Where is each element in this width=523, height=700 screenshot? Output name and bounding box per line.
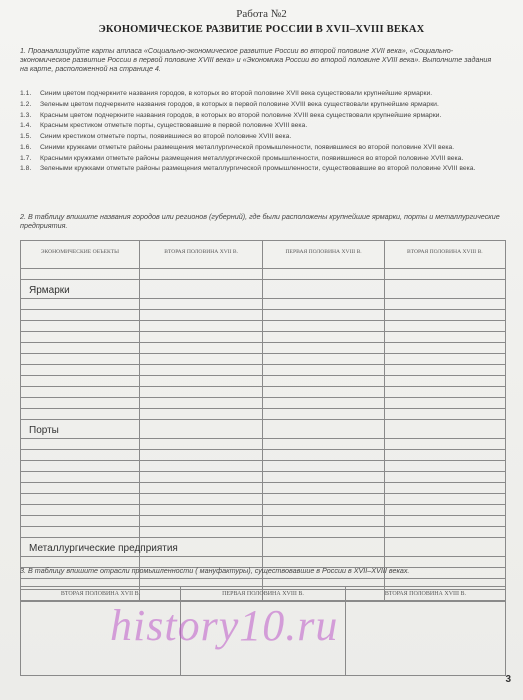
subtask: 1.2. Зеленым цветом подчеркните названия городов, в которых в первой половине XVIII века существовали крупнейшие ярмарки.	[20, 100, 439, 108]
table-row	[21, 538, 506, 557]
answer-cell[interactable]	[384, 280, 505, 299]
answer-cell[interactable]	[139, 461, 263, 472]
answer-cell[interactable]	[139, 387, 263, 398]
answer-cell[interactable]	[384, 299, 505, 310]
section-label: Порты	[29, 425, 59, 436]
answer-cell[interactable]	[384, 420, 505, 439]
column-header: ВТОРАЯ ПОЛОВИНА XVIII В.	[345, 587, 505, 602]
answer-cell[interactable]	[139, 420, 263, 439]
answer-cell[interactable]	[139, 494, 263, 505]
objects-table	[20, 240, 506, 601]
subtask: 1.3. Красным цветом подчеркните названия городов, в которых во второй половине XVIII века существовали крупнейшие ярмарки.	[20, 111, 442, 119]
answer-cell[interactable]	[21, 269, 140, 280]
answer-cell[interactable]	[263, 483, 384, 494]
subtask: 1.1. Синим цветом подчеркните названия городов, в которых во второй половине XVII века существовали крупнейшие ярмарки.	[20, 90, 433, 97]
answer-cell[interactable]	[21, 365, 140, 376]
section-label-cell[interactable]	[21, 420, 140, 439]
column-header: ВТОРАЯ ПОЛОВИНА XVII В.	[139, 241, 263, 269]
answer-cell[interactable]	[384, 516, 505, 527]
table-row	[21, 310, 506, 321]
answer-cell[interactable]	[263, 409, 384, 420]
answer-cell[interactable]	[263, 538, 384, 557]
answer-cell[interactable]	[263, 321, 384, 332]
table-row	[21, 516, 506, 527]
answer-cell[interactable]	[21, 461, 140, 472]
subtask: 1.4. Красным крестиком отметьте порты, существовавшие в первой половине XVIII века.	[20, 122, 308, 130]
answer-cell[interactable]	[21, 354, 140, 365]
answer-cell[interactable]	[139, 505, 263, 516]
answer-cell[interactable]	[21, 343, 140, 354]
answer-cell[interactable]	[139, 376, 263, 387]
answer-cell[interactable]	[139, 450, 263, 461]
answer-cell[interactable]	[263, 439, 384, 450]
table-row	[21, 343, 506, 354]
answer-cell[interactable]	[21, 494, 140, 505]
table-row	[21, 299, 506, 310]
answer-cell[interactable]	[263, 269, 384, 280]
table-row	[21, 409, 506, 420]
column-header: ЭКОНОМИЧЕСКИЕ ОБЪЕКТЫ	[21, 241, 140, 269]
answer-cell[interactable]	[263, 365, 384, 376]
answer-cell[interactable]	[263, 494, 384, 505]
answer-cell[interactable]	[263, 398, 384, 409]
table-row	[21, 472, 506, 483]
answer-cell[interactable]	[263, 280, 384, 299]
column-header: ВТОРАЯ ПОЛОВИНА XVII В.	[21, 587, 181, 602]
answer-cell[interactable]	[263, 299, 384, 310]
answer-cell[interactable]	[263, 461, 384, 472]
answer-cell[interactable]	[384, 387, 505, 398]
answer-cell[interactable]	[384, 343, 505, 354]
answer-cell[interactable]	[263, 516, 384, 527]
table-row	[21, 505, 506, 516]
table-row	[21, 439, 506, 450]
section-label-cell[interactable]	[21, 538, 178, 557]
answer-cell[interactable]	[139, 516, 263, 527]
table-row	[21, 387, 506, 398]
answer-cell[interactable]	[139, 332, 263, 343]
task-3-text: 3. В таблицу впишите отрасли промышленности ( мануфактуры), существовавшие в России в XVII–XVIII веках.	[20, 566, 410, 575]
answer-cell[interactable]	[263, 450, 384, 461]
answer-cell[interactable]	[21, 450, 140, 461]
answer-cell[interactable]	[139, 483, 263, 494]
answer-cell[interactable]	[21, 387, 140, 398]
work-number: Работа №2	[236, 8, 287, 20]
answer-cell[interactable]	[384, 354, 505, 365]
answer-cell[interactable]	[139, 280, 263, 299]
answer-cell[interactable]	[384, 439, 505, 450]
answer-cell[interactable]	[139, 310, 263, 321]
answer-cell[interactable]	[139, 354, 263, 365]
table-row	[21, 332, 506, 343]
subtask: 1.7. Красными кружками отметьте районы размещения металлургической промышленности, появившиеся во второй половине XVIII века.	[20, 154, 464, 162]
answer-cell[interactable]	[384, 505, 505, 516]
watermark: history10.ru	[110, 601, 339, 650]
answer-cell[interactable]	[139, 398, 263, 409]
section-label-cell[interactable]	[21, 280, 140, 299]
answer-cell[interactable]	[263, 343, 384, 354]
answer-cell[interactable]	[384, 269, 505, 280]
table-row	[21, 280, 506, 299]
answer-cell[interactable]	[139, 269, 263, 280]
answer-cell[interactable]	[384, 376, 505, 387]
answer-cell[interactable]	[139, 321, 263, 332]
column-header: ПЕРВАЯ ПОЛОВИНА XVIII В.	[263, 241, 384, 269]
answer-cell[interactable]	[139, 299, 263, 310]
table-row	[21, 450, 506, 461]
answer-cell[interactable]	[263, 505, 384, 516]
answer-cell[interactable]	[21, 483, 140, 494]
column-header: ПЕРВАЯ ПОЛОВИНА XVIII В.	[181, 587, 346, 602]
page-number: 3	[505, 674, 511, 685]
column-header: ВТОРАЯ ПОЛОВИНА XVIII В.	[384, 241, 505, 269]
section-label: Металлургические предприятия	[29, 543, 178, 554]
answer-cell[interactable]	[21, 505, 140, 516]
answer-cell[interactable]	[384, 321, 505, 332]
table-row	[21, 376, 506, 387]
answer-cell[interactable]	[263, 420, 384, 439]
answer-cell[interactable]	[263, 310, 384, 321]
answer-cell[interactable]	[384, 494, 505, 505]
table-row	[21, 269, 506, 280]
answer-cell[interactable]	[384, 450, 505, 461]
answer-cell[interactable]	[384, 538, 505, 557]
table-row	[21, 420, 506, 439]
table-row	[21, 398, 506, 409]
table-row	[21, 483, 506, 494]
answer-cell[interactable]	[384, 409, 505, 420]
answer-cell[interactable]	[139, 409, 263, 420]
answer-cell[interactable]	[139, 472, 263, 483]
answer-cell[interactable]	[139, 343, 263, 354]
answer-cell[interactable]	[263, 354, 384, 365]
answer-cell[interactable]	[263, 376, 384, 387]
answer-cell[interactable]	[21, 321, 140, 332]
answer-cell[interactable]	[263, 332, 384, 343]
answer-cell[interactable]	[21, 398, 140, 409]
task-1-text: 1. Проанализируйте карты атласа «Социально-экономическое развитие России во второй половине XVII века», «Социально-экономическое развитие России в первой половине XVIII века» и «Экономика России во второй половине XVIII века». Выполните задания на карте, расположенной на странице 4.	[20, 46, 492, 73]
answer-cell[interactable]	[21, 409, 140, 420]
answer-cell[interactable]	[139, 439, 263, 450]
answer-cell[interactable]	[21, 516, 140, 527]
answer-cell[interactable]	[263, 472, 384, 483]
answer-cell[interactable]	[384, 461, 505, 472]
answer-cell[interactable]	[21, 439, 140, 450]
answer-cell[interactable]	[139, 365, 263, 376]
answer-cell[interactable]	[21, 310, 140, 321]
subtask: 1.6. Синими кружками отметьте районы размещения металлургической промышленности, появившиеся во второй половине XVII века.	[20, 143, 455, 151]
answer-cell[interactable]	[384, 365, 505, 376]
answer-cell[interactable]	[384, 472, 505, 483]
answer-cell[interactable]	[21, 332, 140, 343]
task-2-text: 2. В таблицу впишите названия городов или регионов (губерний), где были расположены крупнейшие ярмарки, порты и металлургические предприятия.	[20, 212, 500, 230]
subtask: 1.5. Синим крестиком отметьте порты, появившиеся во второй половине XVIII века.	[20, 133, 292, 141]
answer-cell[interactable]	[384, 310, 505, 321]
task-1-subtasks	[20, 90, 510, 176]
answer-cell[interactable]	[263, 387, 384, 398]
answer-cell[interactable]	[21, 472, 140, 483]
answer-cell[interactable]	[21, 527, 140, 538]
answer-cell[interactable]	[263, 527, 384, 538]
subtask: 1.8. Зелеными кружками отметьте районы размещения металлургической промышленности, существовавшие во второй половине XVIII века.	[20, 165, 476, 173]
answer-cell[interactable]	[384, 483, 505, 494]
answer-cell[interactable]	[139, 527, 263, 538]
page-title: ЭКОНОМИЧЕСКОЕ РАЗВИТИЕ РОССИИ В XVII–XVIII ВЕКАХ	[98, 24, 425, 35]
table-row	[21, 461, 506, 472]
answer-cell[interactable]	[384, 527, 505, 538]
answer-cell[interactable]	[21, 299, 140, 310]
table-row	[21, 354, 506, 365]
section-label: Ярмарки	[29, 285, 70, 296]
table-row	[21, 365, 506, 376]
answer-cell[interactable]	[384, 398, 505, 409]
table-row	[21, 527, 506, 538]
answer-cell[interactable]	[21, 376, 140, 387]
table-row	[21, 321, 506, 332]
answer-cell[interactable]	[384, 332, 505, 343]
table-row	[21, 494, 506, 505]
